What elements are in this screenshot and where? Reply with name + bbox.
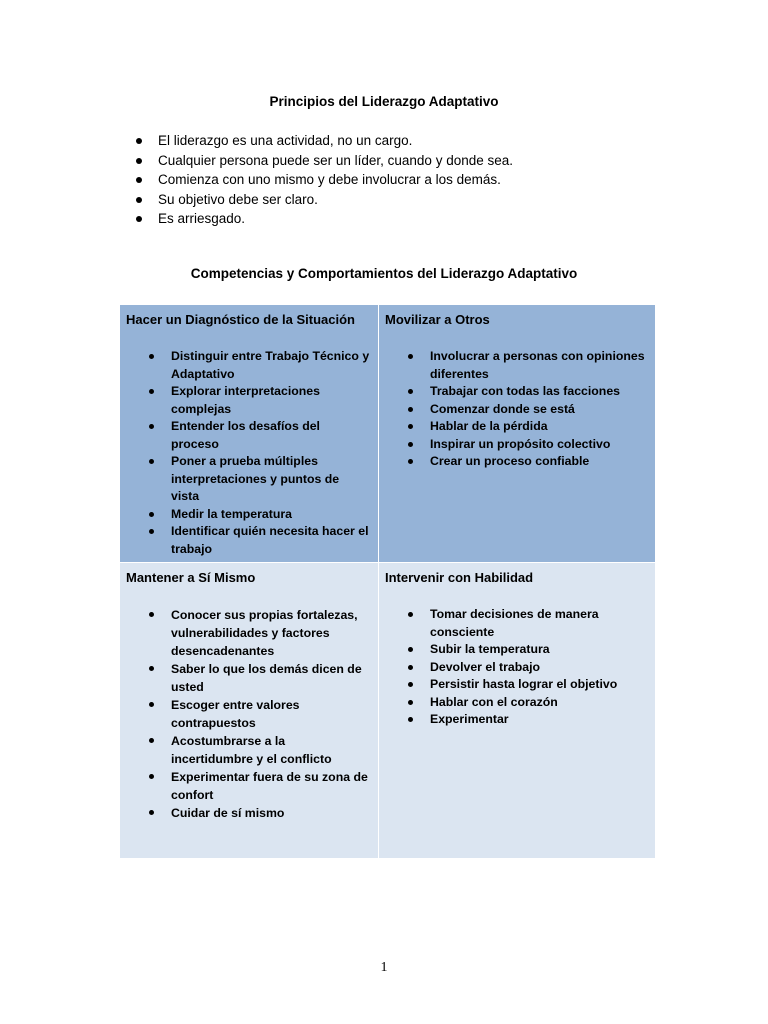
list-item: Experimentar	[430, 711, 647, 729]
table-title: Competencias y Comportamientos del Liderazgo Adaptativo	[190, 266, 578, 281]
principle-item: Cualquier persona puede ser un líder, cuando y donde sea.	[134, 151, 513, 171]
list-item: Explorar interpretaciones complejas	[171, 383, 370, 418]
list-item: Cuidar de sí mismo	[171, 804, 370, 822]
principle-item: Es arriesgado.	[134, 209, 513, 229]
list-item: Devolver el trabajo	[430, 659, 647, 677]
list-item: Poner a prueba múltiples interpretaciones y puntos de vista	[171, 453, 370, 506]
principle-item: Su objetivo debe ser claro.	[134, 190, 513, 210]
principle-item: Comienza con uno mismo y debe involucrar a los demás.	[134, 170, 513, 190]
quadrant-mobilize	[379, 305, 655, 563]
list-item: Tomar decisiones de manera consciente	[430, 606, 647, 641]
quadrant-intervene	[379, 563, 655, 858]
list-item: Inspirar un propósito colectivo	[430, 436, 647, 454]
quadrant-heading: Hacer un Diagnóstico de la Situación	[126, 312, 355, 327]
list-item: Persistir hasta lograr el objetivo	[430, 676, 647, 694]
quadrant-list	[126, 348, 370, 558]
quadrant-heading: Movilizar a Otros	[385, 312, 490, 327]
quadrant-list	[385, 348, 647, 471]
principles-list	[134, 131, 513, 229]
competencies-table	[120, 305, 655, 858]
list-item: Acostumbrarse a la incertidumbre y el conflicto	[171, 732, 370, 768]
quadrant-diagnose	[120, 305, 379, 563]
quadrant-list	[126, 606, 370, 822]
quadrant-heading: Mantener a Sí Mismo	[126, 570, 256, 585]
list-item: Crear un proceso confiable	[430, 453, 647, 471]
list-item: Entender los desafíos del proceso	[171, 418, 370, 453]
list-item: Escoger entre valores contrapuestos	[171, 696, 370, 732]
list-item: Distinguir entre Trabajo Técnico y Adaptativo	[171, 348, 370, 383]
quadrant-self	[120, 563, 379, 858]
list-item: Involucrar a personas con opiniones diferentes	[430, 348, 647, 383]
page-number: 1	[380, 960, 388, 975]
list-item: Subir la temperatura	[430, 641, 647, 659]
list-item: Comenzar donde se está	[430, 401, 647, 419]
list-item: Conocer sus propias fortalezas, vulnerabilidades y factores desencadenantes	[171, 606, 370, 660]
list-item: Hablar de la pérdida	[430, 418, 647, 436]
document-title: Principios del Liderazgo Adaptativo	[269, 94, 499, 109]
list-item: Identificar quién necesita hacer el trabajo	[171, 523, 370, 558]
quadrant-heading: Intervenir con Habilidad	[385, 570, 534, 585]
list-item: Experimentar fuera de su zona de confort	[171, 768, 370, 804]
principle-item: El liderazgo es una actividad, no un cargo.	[134, 131, 513, 151]
list-item: Medir la temperatura	[171, 506, 370, 524]
list-item: Trabajar con todas las facciones	[430, 383, 647, 401]
list-item: Hablar con el corazón	[430, 694, 647, 712]
list-item: Saber lo que los demás dicen de usted	[171, 660, 370, 696]
quadrant-list	[385, 606, 647, 729]
